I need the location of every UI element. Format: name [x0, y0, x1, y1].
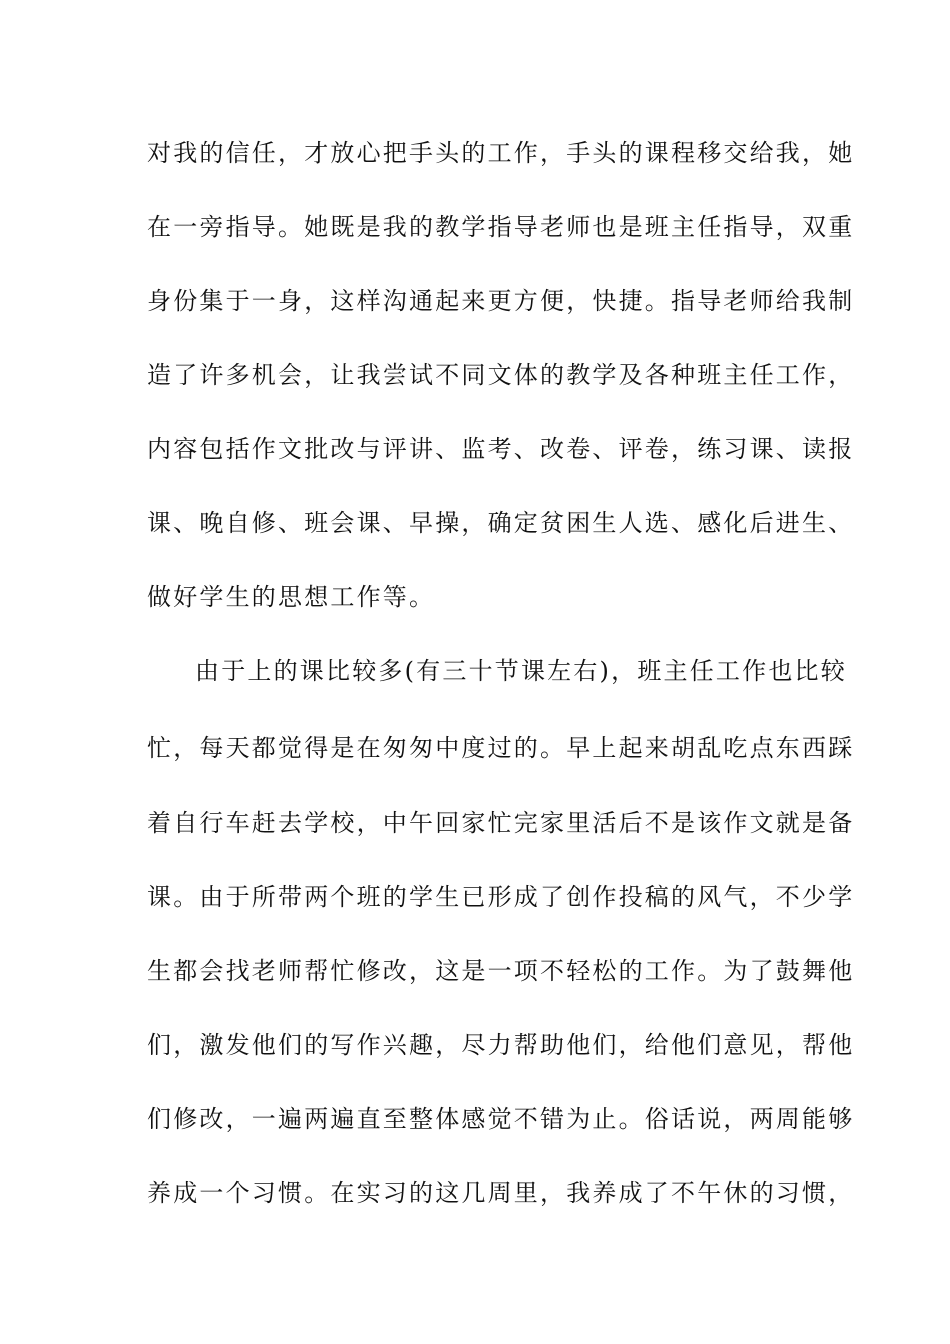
paragraph-1-line-5: 内容包括作文批改与评讲、监考、改卷、评卷，练习课、读报 — [147, 435, 855, 463]
paragraph-2-line-2: 忙，每天都觉得是在匆匆中度过的。早上起来胡乱吃点东西踩 — [147, 734, 855, 762]
paragraph-2-line-4: 课。由于所带两个班的学生已形成了创作投稿的风气，不少学 — [147, 883, 855, 911]
paragraph-2-line-8: 养成一个习惯。在实习的这几周里，我养成了不午休的习惯， — [147, 1179, 855, 1207]
paragraph-1-line-1: 对我的信任，才放心把手头的工作，手头的课程移交给我，她 — [147, 139, 855, 167]
paragraph-2-line-6: 们，激发他们的写作兴趣，尽力帮助他们，给他们意见，帮他 — [147, 1031, 855, 1059]
paragraph-2-line-5: 生都会找老师帮忙修改，这是一项不轻松的工作。为了鼓舞他 — [147, 957, 855, 985]
paragraph-1-line-6: 课、晚自修、班会课、早操，确定贫困生人选、感化后进生、 — [147, 509, 855, 537]
paragraph-1-line-2: 在一旁指导。她既是我的教学指导老师也是班主任指导，双重 — [147, 213, 855, 241]
paragraph-2-line-1: 由于上的课比较多(有三十节课左右)，班主任工作也比较 — [195, 657, 847, 685]
paragraph-1-line-7: 做好学生的思想工作等。 — [147, 583, 436, 611]
paragraph-2-line-7: 们修改，一遍两遍直至整体感觉不错为止。俗话说，两周能够 — [147, 1105, 855, 1133]
paragraph-1-line-3: 身份集于一身，这样沟通起来更方便，快捷。指导老师给我制 — [147, 287, 855, 315]
paragraph-1-line-4: 造了许多机会，让我尝试不同文体的教学及各种班主任工作， — [147, 361, 855, 389]
paragraph-2-line-3: 着自行车赶去学校，中午回家忙完家里活后不是该作文就是备 — [147, 809, 855, 837]
